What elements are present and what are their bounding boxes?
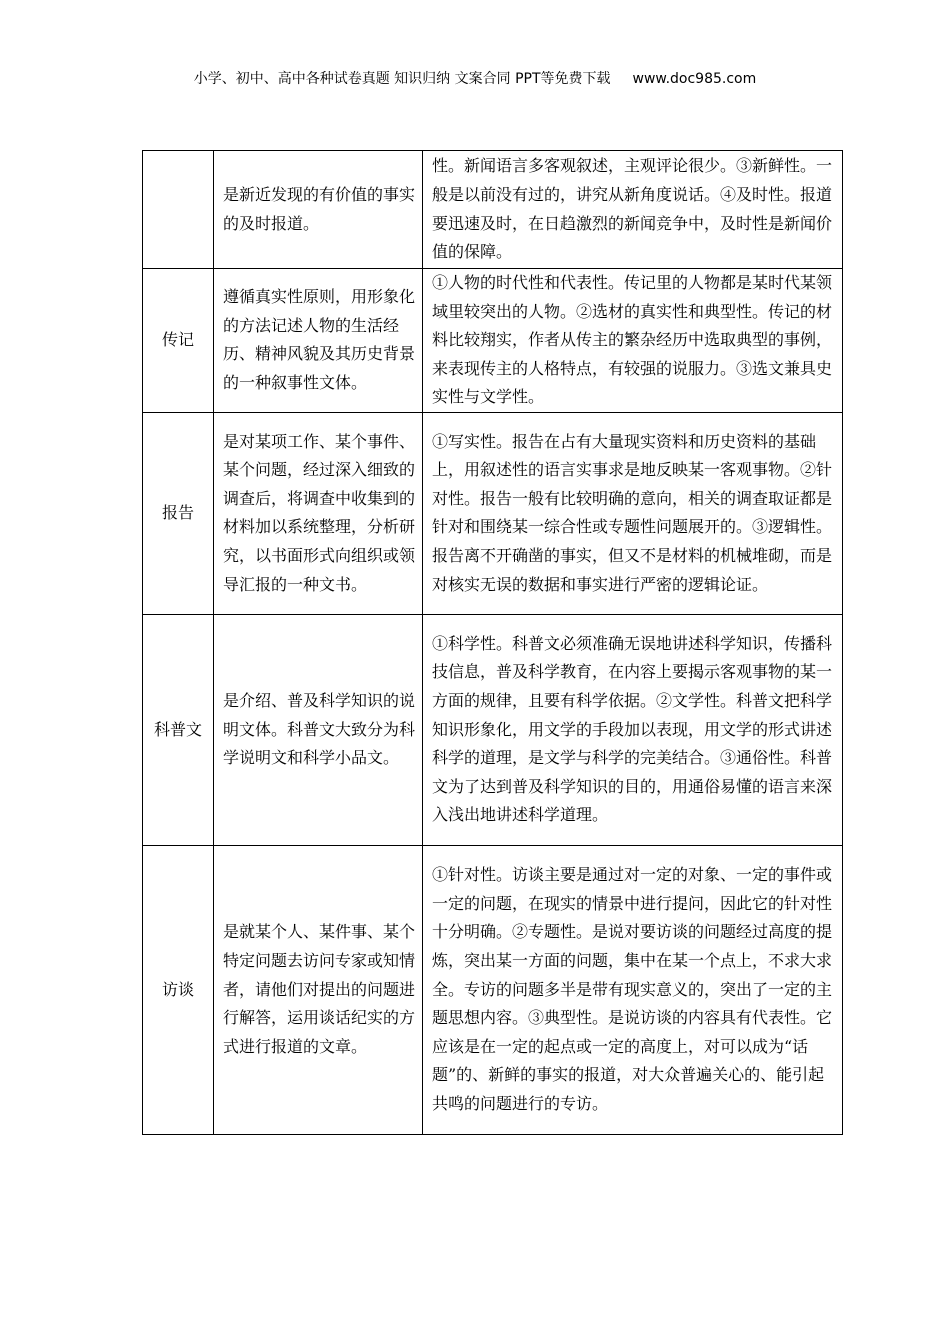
- genre-cell: 传记: [143, 269, 214, 413]
- features-cell: ①针对性。访谈主要是通过对一定的对象、一定的事件或一定的问题，在现实的情景中进行提问，因此它的针对性十分明确。②专题性。是说对要访谈的问题经过高度的提炼，突出某一方面的问题，集中在某一个点上，不求大求全。专访的问题多半是带有现实意义的，突出了一定的主题思想内容。③典型性。是说访谈的内容具有代表性。它应该是在一定的起点或一定的高度上，对可以成为“话题”的、新鲜的事实的报道，对大众普遍关心的、能引起共鸣的问题进行的专访。: [423, 845, 843, 1134]
- table-row: [143, 614, 843, 845]
- definition-cell: 遵循真实性原则，用形象化的方法记述人物的生活经历、精神风貌及其历史背景的一种叙事性文体。: [214, 269, 423, 413]
- page-header: [0, 68, 950, 88]
- genre-cell: 报告: [143, 412, 214, 614]
- header-text: 小学、初中、高中各种试卷真题 知识归纳 文案合同 PPT等免费下载: [193, 71, 611, 87]
- table-row: [143, 151, 843, 269]
- genre-cell: 访谈: [143, 845, 214, 1134]
- definition-cell: 是新近发现的有价值的事实的及时报道。: [214, 151, 423, 269]
- genre-cell: [143, 151, 214, 269]
- header-site-link[interactable]: www.doc985.com: [632, 71, 757, 87]
- definition-cell: 是就某个人、某件事、某个特定问题去访问专家或知情者，请他们对提出的问题进行解答，运用谈话纪实的方式进行报道的文章。: [214, 845, 423, 1134]
- definition-cell: 是介绍、普及科学知识的说明文体。科普文大致分为科学说明文和科学小品文。: [214, 614, 423, 845]
- table-row: [143, 845, 843, 1134]
- features-cell: 性。新闻语言多客观叙述，主观评论很少。③新鲜性。一般是以前没有过的，讲究从新角度说话。④及时性。报道要迅速及时，在日趋激烈的新闻竞争中，及时性是新闻价值的保障。: [423, 151, 843, 269]
- definition-cell: 是对某项工作、某个事件、某个问题，经过深入细致的调查后，将调查中收集到的材料加以系统整理，分析研究，以书面形式向组织或领导汇报的一种文书。: [214, 412, 423, 614]
- genre-cell: 科普文: [143, 614, 214, 845]
- features-cell: ①人物的时代性和代表性。传记里的人物都是某时代某领域里较突出的人物。②选材的真实性和典型性。传记的材料比较翔实，作者从传主的繁杂经历中选取典型的事例，来表现传主的人格特点，有较强的说服力。③选文兼具史实性与文学性。: [423, 269, 843, 413]
- table-row: [143, 269, 843, 413]
- table-row: [143, 412, 843, 614]
- features-cell: ①写实性。报告在占有大量现实资料和历史资料的基础上，用叙述性的语言实事求是地反映某一客观事物。②针对性。报告一般有比较明确的意向，相关的调查取证都是针对和围绕某一综合性或专题性问题展开的。③逻辑性。报告离不开确凿的事实，但又不是材料的机械堆砌，而是对核实无误的数据和事实进行严密的逻辑论证。: [423, 412, 843, 614]
- features-cell: ①科学性。科普文必须准确无误地讲述科学知识，传播科技信息，普及科学教育，在内容上要揭示客观事物的某一方面的规律，且要有科学依据。②文学性。科普文把科学知识形象化，用文学的手段加以表现，用文学的形式讲述科学的道理，是文学与科学的完美结合。③通俗性。科普文为了达到普及科学知识的目的，用通俗易懂的语言来深入浅出地讲述科学道理。: [423, 614, 843, 845]
- genre-table: [142, 150, 843, 1135]
